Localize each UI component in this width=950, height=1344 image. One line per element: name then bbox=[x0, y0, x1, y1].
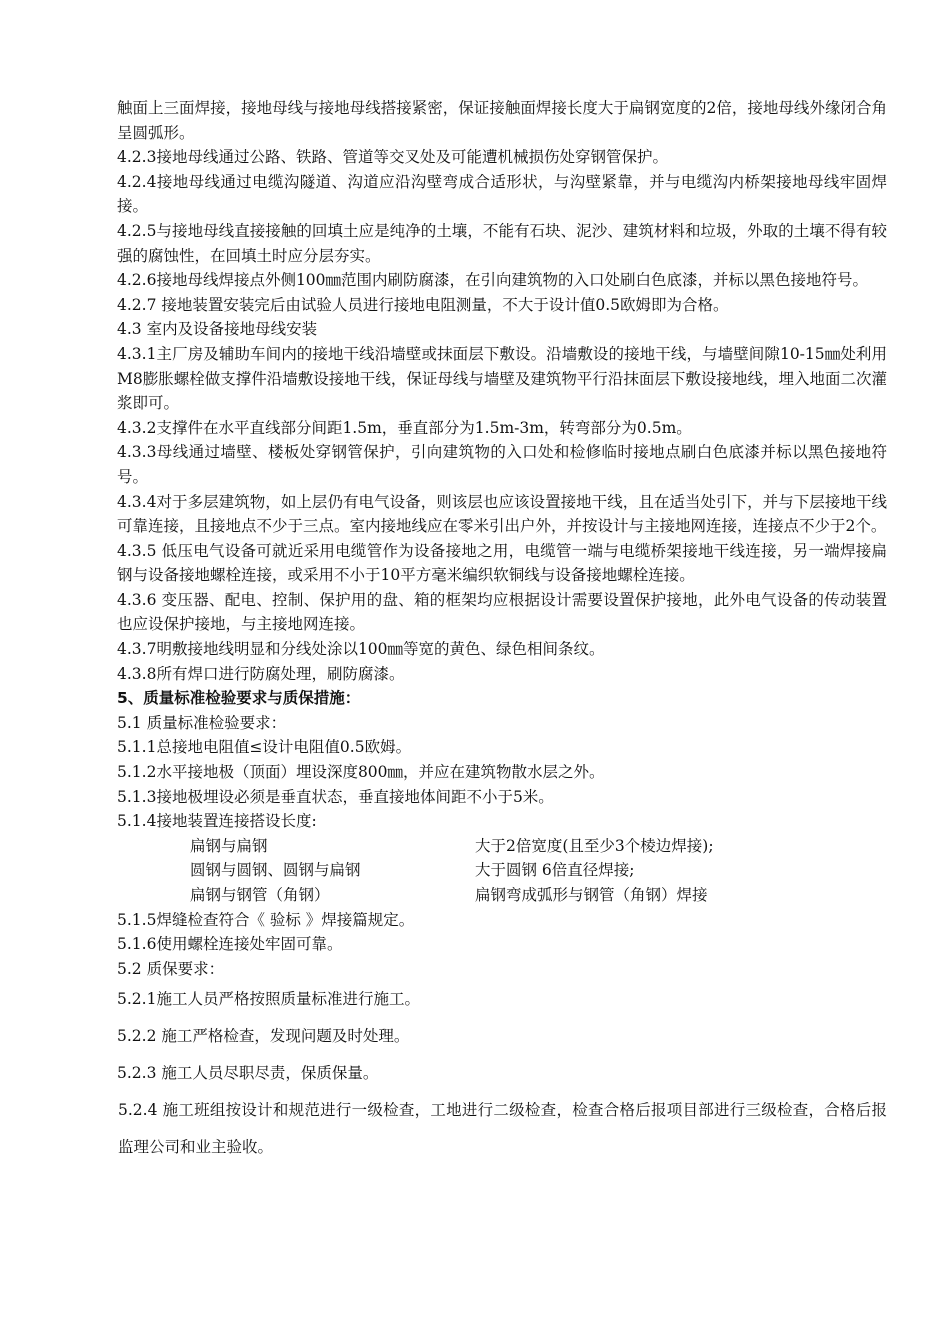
connection-table bbox=[117, 834, 887, 908]
paragraph-4-3-7: 4.3.7明敷接地线明显和分线处涂以100㎜等宽的黄色、绿色相间条纹。 bbox=[117, 640, 605, 659]
section-heading-5-2: 5.2 质保要求： bbox=[117, 959, 225, 978]
section-heading-4-3: 4.3 室内及设备接地母线安装 bbox=[117, 320, 318, 339]
quality-assurance-list bbox=[117, 981, 887, 1166]
table-cell-requirement: 大于圆钢 6倍直径焊接; bbox=[475, 861, 635, 880]
paragraph-4-3-1: 4.3.1主厂房及辅助车间内的接地干线沿墙壁或抹面层下敷设。沿墙敷设的接地干线，与墙壁间隙10-15㎜处利用M8膨胀螺栓做支撑件沿墙敷设接地干线，保证母线与墙壁及建筑物平行沿抹面层下敷设接地线，埋入地面二次灌浆即可。 bbox=[117, 344, 887, 413]
paragraph-5-2-1: 5.2.1施工人员严格按照质量标准进行施工。 bbox=[117, 990, 420, 1009]
paragraph-4-2-6: 4.2.6接地母线焊接点外侧100㎜范围内刷防腐漆，在引向建筑物的入口处刷白色底漆，并标以黑色接地符号。 bbox=[117, 271, 869, 290]
paragraph-4-2-3: 4.2.3接地母线通过公路、铁路、管道等交叉处及可能遭机械损伤处穿钢管保护。 bbox=[117, 148, 668, 167]
paragraph-5-1-5: 5.1.5焊缝检查符合《 验标 》焊接篇规定。 bbox=[117, 910, 415, 929]
paragraph-5-1-1: 5.1.1总接地电阻值≤设计电阻值0.5欧姆。 bbox=[117, 738, 412, 757]
paragraph-4-2-4: 4.2.4接地母线通过电缆沟隧道、沟道应沿沟壁弯成合适形状，与沟壁紧靠，并与电缆沟内桥架接地母线牢固焊接。 bbox=[117, 172, 887, 216]
paragraph-5-2-4: 5.2.4 施工班组按设计和规范进行一级检查，工地进行二级检查，检查合格后报项目部进行三级检查，合格后报监理公司和业主验收。 bbox=[118, 1101, 887, 1157]
table-cell-item: 扁钢与钢管（角钢） bbox=[190, 886, 330, 904]
paragraph-5-2-2: 5.2.2 施工严格检查，发现问题及时处理。 bbox=[117, 1027, 410, 1046]
section-heading-5-1: 5.1 质量标准检验要求： bbox=[117, 713, 287, 732]
paragraph-5-1-2: 5.1.2水平接地极（顶面）埋设深度800㎜，并应在建筑物散水层之外。 bbox=[117, 763, 605, 782]
table-cell-item: 圆钢与圆钢、圆钢与扁钢 bbox=[190, 861, 361, 880]
table-row bbox=[117, 834, 887, 859]
paragraph-4-2-7: 4.2.7 接地装置安装完后由试验人员进行接地电阻测量，不大于设计值0.5欧姆即为合格。 bbox=[117, 295, 729, 314]
paragraph-5-2-3: 5.2.3 施工人员尽职尽责，保质保量。 bbox=[117, 1064, 379, 1083]
paragraph-5-1-3: 5.1.3接地极埋设必须是垂直状态，垂直接地体间距不小于5米。 bbox=[117, 787, 554, 806]
table-cell-item: 扁钢与扁钢 bbox=[190, 836, 268, 855]
paragraph-4-3-6: 4.3.6 变压器、配电、控制、保护用的盘、箱的框架均应根据设计需要设置保护接地，此外电气设备的传动装置也应设保护接地，与主接地网连接。 bbox=[117, 590, 887, 634]
paragraph-grounding-weld: 触面上三面焊接，接地母线与接地母线搭接紧密，保证接触面焊接长度大于扁钢宽度的2倍，接地母线外缘闭合角呈圆弧形。 bbox=[117, 99, 887, 142]
paragraph-4-3-5: 4.3.5 低压电气设备可就近采用电缆管作为设备接地之用，电缆管一端与电缆桥架接地干线连接，另一端焊接扁钢与设备接地螺栓连接，或采用不小于10平方毫米编织软铜线与设备接地螺栓连接。 bbox=[117, 541, 887, 585]
paragraph-4-3-8: 4.3.8所有焊口进行防腐处理，刷防腐漆。 bbox=[117, 664, 405, 683]
table-cell-requirement: 扁钢弯成弧形与钢管（角钢）焊接 bbox=[475, 886, 708, 904]
paragraph-4-2-5: 4.2.5与接地母线直接接触的回填土应是纯净的土壤，不能有石块、泥沙、建筑材料和垃圾，外取的土壤不得有较强的腐蚀性，在回填土时应分层夯实。 bbox=[117, 221, 887, 265]
table-cell-requirement: 大于2倍宽度(且至少3个棱边焊接); bbox=[475, 836, 714, 855]
paragraph-4-3-4: 4.3.4对于多层建筑物，如上层仍有电气设备，则该层也应该设置接地干线，且在适当处引下，并与下层接地干线可靠连接，且接地点不少于三点。室内接地线应在零米引出户外，并按设计与主接地网连接，连接点不少于2个。 bbox=[117, 492, 887, 536]
table-row bbox=[117, 883, 887, 908]
paragraph-5-1-4: 5.1.4接地装置连接搭设长度: bbox=[117, 812, 317, 831]
document-body bbox=[117, 96, 887, 1166]
paragraph-4-3-2: 4.3.2支撑件在水平直线部分间距1.5m，垂直部分为1.5m-3m，转弯部分为0.5m。 bbox=[117, 418, 692, 437]
paragraph-4-3-3: 4.3.3母线通过墙壁、楼板处穿钢管保护，引向建筑物的入口处和检修临时接地点刷白色底漆并标以黑色接地符号。 bbox=[117, 443, 887, 486]
paragraph-5-1-6: 5.1.6使用螺栓连接处牢固可靠。 bbox=[117, 935, 343, 954]
table-row bbox=[117, 858, 887, 883]
section-heading-5: 5、质量标准检验要求与质保措施： bbox=[117, 689, 361, 708]
